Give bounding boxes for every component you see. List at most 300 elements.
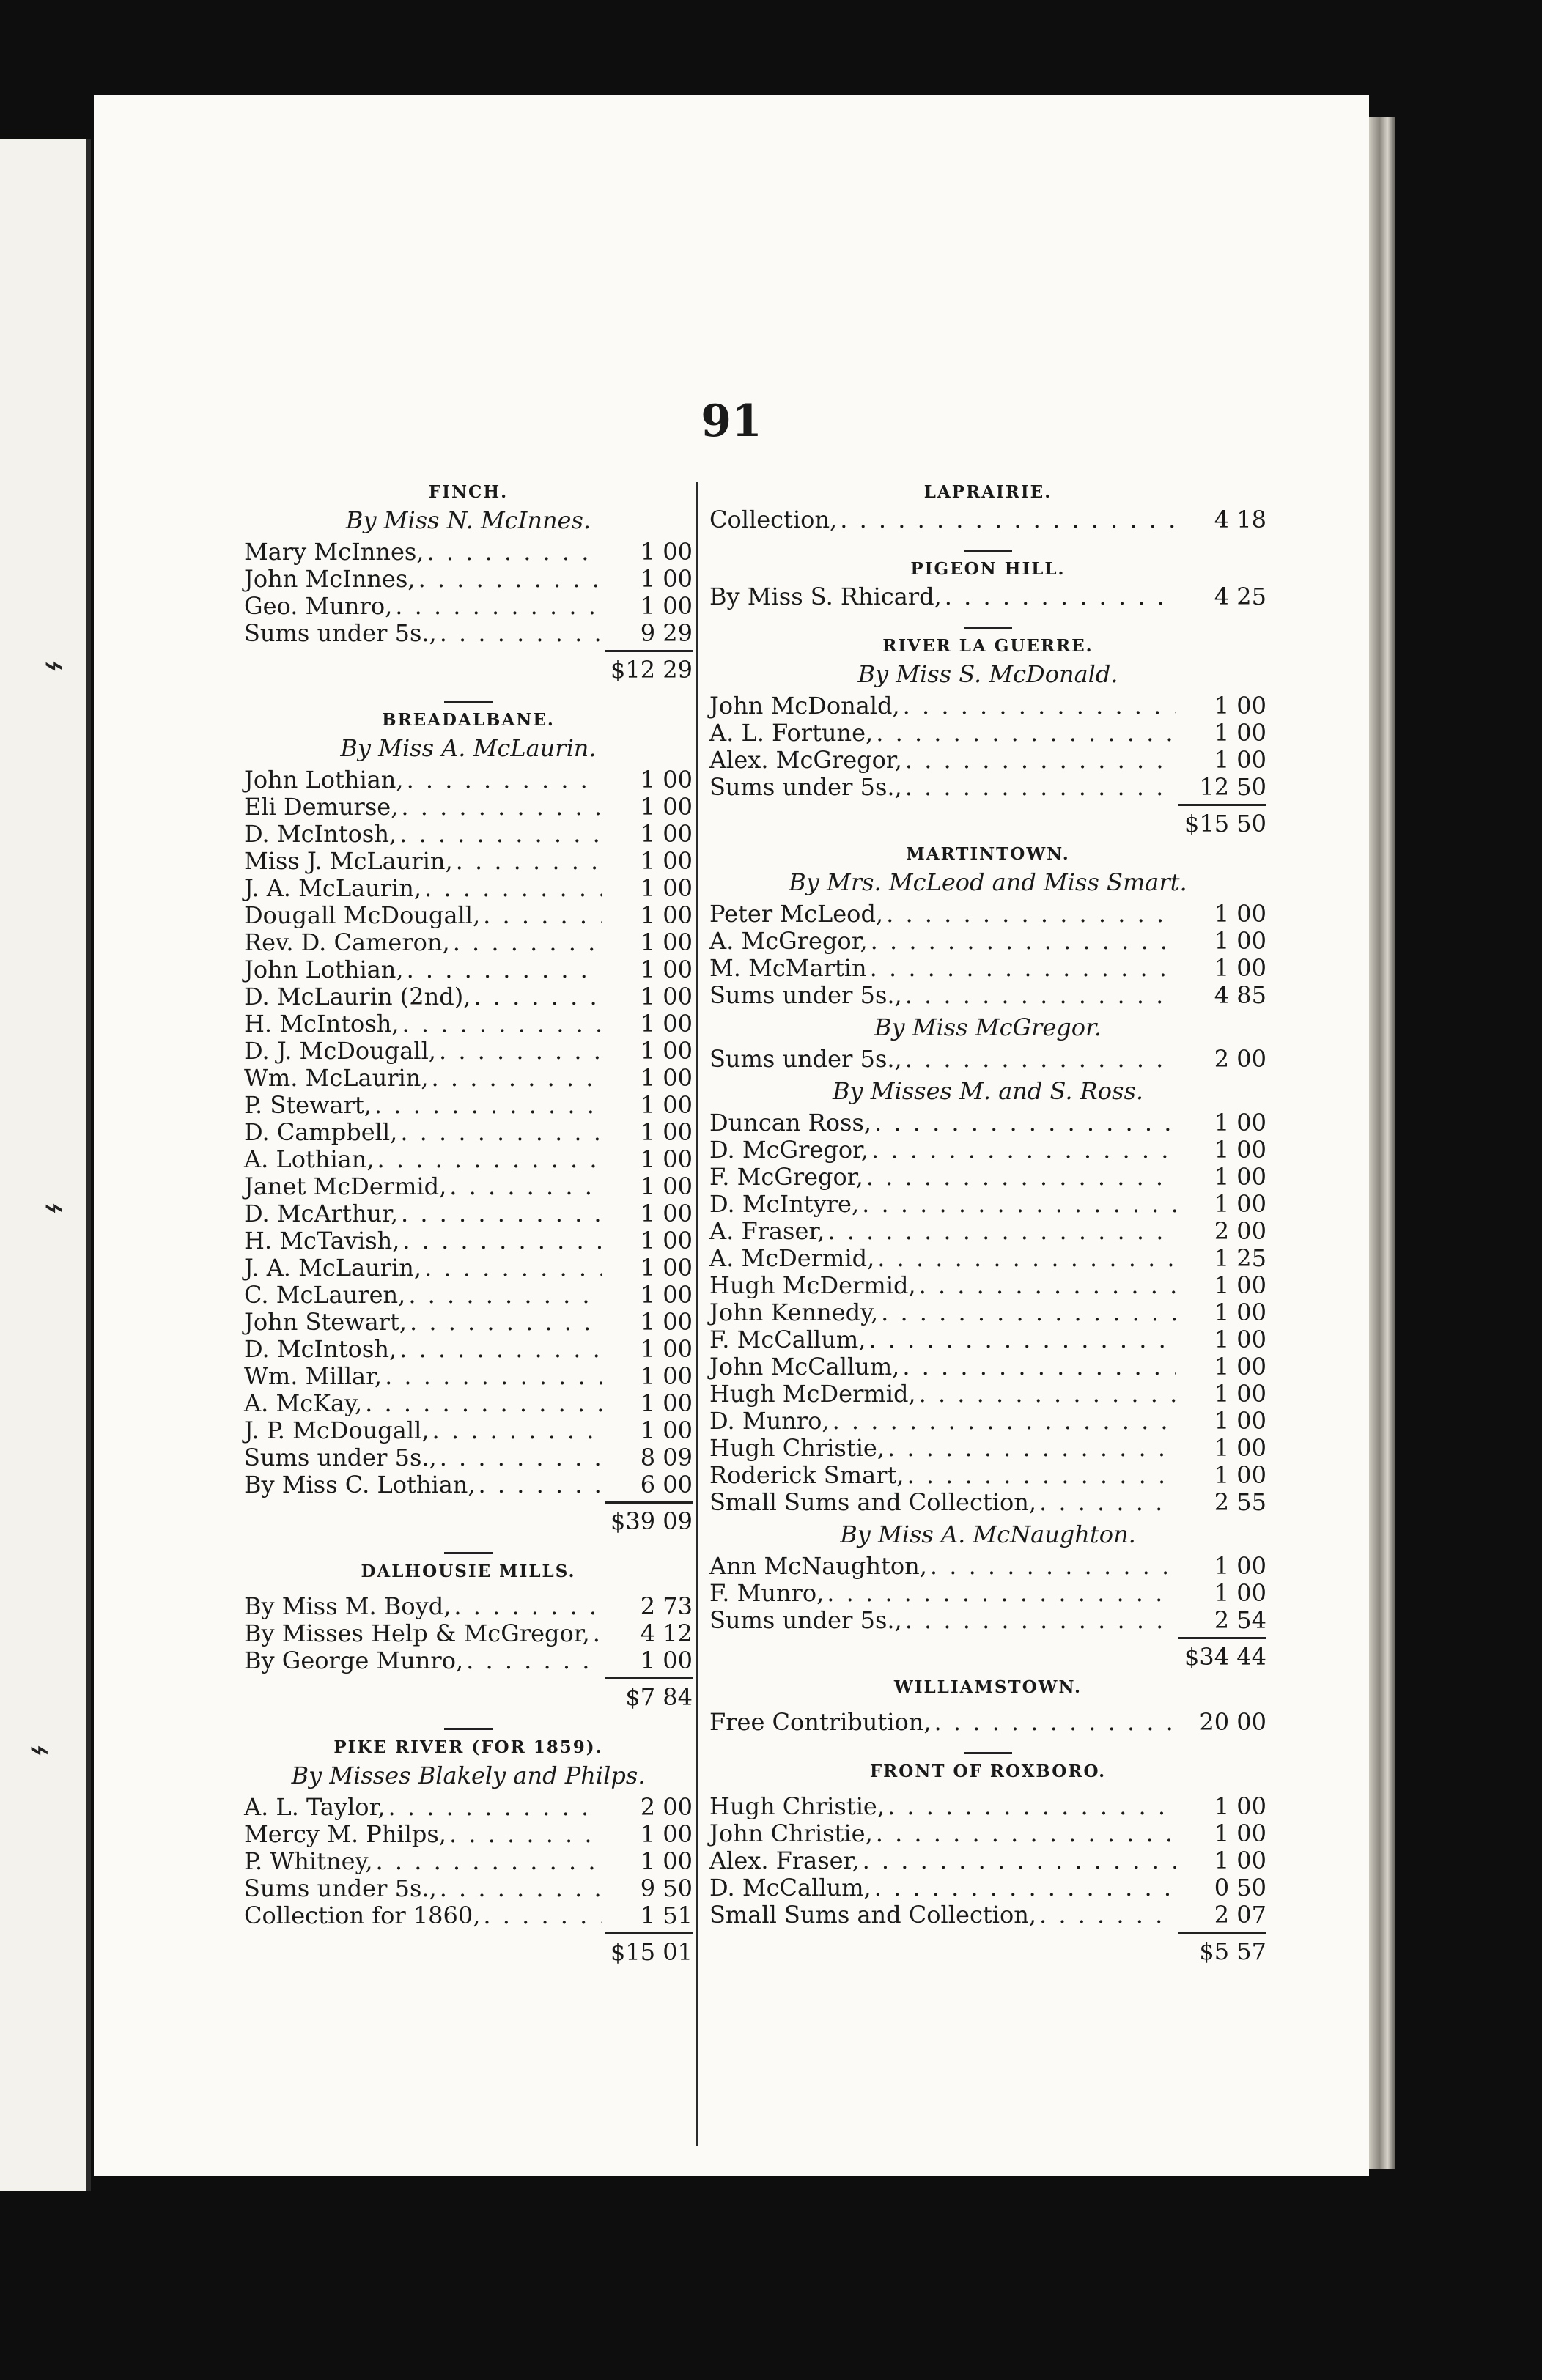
page-number: 91	[701, 396, 762, 447]
entry-name: Small Sums and Collection,	[709, 1488, 1037, 1516]
collector-line: By Misses Blakely and Philps.	[291, 1762, 646, 1789]
leader-dots	[410, 1309, 602, 1336]
entry-amount: 1 00	[640, 928, 693, 956]
leader-dots	[881, 1299, 1176, 1326]
entry-amount: 1 00	[1214, 1819, 1266, 1847]
collector-line: By Misses M. and S. Ross.	[832, 1077, 1144, 1105]
section-separator	[964, 1752, 1012, 1754]
entry-row	[709, 1408, 1266, 1435]
entry-name: Small Sums and Collection,	[709, 1901, 1037, 1929]
entry-row	[244, 566, 693, 593]
entry-row	[244, 1336, 693, 1363]
entry-row	[709, 720, 1266, 747]
entry-name: F. McGregor,	[709, 1163, 863, 1191]
total-rule	[605, 1501, 693, 1504]
entry-row	[709, 1353, 1266, 1381]
entry-list	[709, 1793, 1266, 1929]
entry-row	[709, 747, 1266, 774]
leader-dots	[440, 1444, 602, 1471]
leader-dots	[427, 539, 602, 566]
entry-amount: 1 00	[640, 592, 693, 620]
entry-amount: 1 00	[1214, 1190, 1266, 1218]
section-heading: FINCH.	[428, 482, 509, 502]
entry-row	[709, 1299, 1266, 1326]
binding-thread: ⌁	[29, 1729, 50, 1769]
entry-list	[709, 506, 1266, 533]
leader-dots	[440, 1875, 602, 1902]
section-heading: FRONT OF ROXBORO.	[869, 1762, 1107, 1781]
entry-name: John McCallum,	[709, 1353, 900, 1381]
entry-row	[244, 766, 693, 794]
entry-amount: 1 00	[1214, 927, 1266, 955]
entry-name: D. McIntosh,	[244, 1335, 397, 1363]
entry-name: D. McCallum,	[709, 1874, 871, 1902]
entry-name: P. Stewart,	[244, 1091, 372, 1119]
entry-name: H. McTavish,	[244, 1227, 400, 1254]
entry-amount: 1 00	[640, 983, 693, 1010]
entry-name: Collection for 1860,	[244, 1902, 481, 1929]
entry-row	[709, 982, 1266, 1009]
leader-dots	[905, 747, 1176, 774]
entry-row	[244, 1471, 693, 1498]
entry-amount: 1 00	[640, 1308, 693, 1336]
leader-dots	[827, 1580, 1176, 1607]
entry-amount: 2 00	[640, 1793, 693, 1821]
leader-dots	[479, 1471, 602, 1498]
total-rule	[605, 1932, 693, 1934]
leader-dots	[876, 720, 1176, 747]
entry-row	[244, 902, 693, 929]
entry-row	[709, 583, 1266, 610]
entry-name: Hugh Christie,	[709, 1792, 885, 1820]
entry-amount: 4 18	[1214, 506, 1266, 533]
entry-name: Sums under 5s.,	[244, 619, 437, 647]
entry-row	[244, 593, 693, 620]
section-breadalbane	[244, 710, 693, 1536]
entry-amount: 1 25	[1214, 1244, 1266, 1272]
entry-row	[244, 1038, 693, 1065]
entry-amount: 1 00	[640, 1091, 693, 1119]
entry-row	[709, 1902, 1266, 1929]
entry-amount: 1 00	[640, 1254, 693, 1282]
section-total: $5 57	[1199, 1937, 1266, 1965]
entry-row	[709, 1580, 1266, 1607]
entry-row	[244, 1593, 693, 1620]
entry-name: J. P. McDougall,	[244, 1416, 429, 1444]
leader-dots	[870, 955, 1176, 982]
entry-name: John Christie,	[709, 1819, 873, 1847]
facing-page-edge	[0, 139, 91, 2191]
entry-amount: 1 00	[1214, 1847, 1266, 1874]
total-rule	[1178, 804, 1266, 806]
entry-amount: 1 00	[640, 1037, 693, 1065]
leader-dots	[483, 1902, 602, 1929]
entry-row	[244, 1282, 693, 1309]
leader-dots	[874, 1874, 1176, 1902]
entry-amount: 1 00	[1214, 1792, 1266, 1820]
section-front-of-roxboro	[709, 1762, 1266, 1966]
entry-row	[709, 1245, 1266, 1272]
entry-amount: 1 00	[640, 1416, 693, 1444]
entry-amount: 2 00	[1214, 1045, 1266, 1073]
entry-row	[244, 1065, 693, 1092]
entry-amount: 1 00	[640, 901, 693, 929]
entry-list	[709, 1046, 1266, 1073]
left-column	[244, 476, 693, 1971]
entry-amount: 9 50	[640, 1874, 693, 1902]
entry-row	[244, 983, 693, 1010]
collector-line: By Miss A. McLaurin.	[340, 734, 597, 762]
leader-dots	[888, 1793, 1176, 1820]
entry-amount: 1 00	[1214, 1461, 1266, 1489]
leader-dots	[407, 766, 602, 794]
entry-amount: 1 51	[640, 1902, 693, 1929]
leader-dots	[827, 1218, 1176, 1245]
entry-row	[709, 1553, 1266, 1580]
entry-row	[709, 1820, 1266, 1847]
entry-list	[709, 901, 1266, 1009]
entry-amount: 1 00	[640, 1172, 693, 1200]
entry-list	[709, 1709, 1266, 1736]
entry-name: M. McMartin	[709, 954, 867, 982]
column-divider	[696, 482, 698, 2146]
leader-dots	[888, 1435, 1176, 1462]
entry-name: P. Whitney,	[244, 1847, 373, 1875]
entry-amount: 1 00	[1214, 1271, 1266, 1299]
leader-dots	[905, 1046, 1176, 1073]
entry-row	[709, 1046, 1266, 1073]
entry-list	[709, 1553, 1266, 1634]
section-separator	[444, 1728, 493, 1730]
entry-row	[244, 1390, 693, 1417]
leader-dots	[440, 620, 602, 647]
leader-dots	[456, 848, 602, 875]
leader-dots	[388, 1794, 602, 1821]
entry-row	[244, 821, 693, 848]
entry-row	[709, 1326, 1266, 1353]
entry-row	[709, 1462, 1266, 1489]
leader-dots	[902, 1353, 1176, 1381]
entry-name: Alex. McGregor,	[709, 746, 902, 774]
entry-name: Sums under 5s.,	[709, 1606, 902, 1634]
entry-name: J. A. McLaurin,	[244, 1254, 422, 1282]
leader-dots	[876, 1820, 1176, 1847]
leader-dots	[407, 956, 602, 983]
section-total: $39 09	[610, 1507, 693, 1535]
entry-name: D. McIntosh,	[244, 820, 397, 848]
total-rule	[1178, 1637, 1266, 1639]
right-column	[709, 476, 1266, 1970]
entry-amount: 1 00	[1214, 1163, 1266, 1191]
entry-row	[244, 1200, 693, 1227]
leader-dots	[424, 875, 602, 902]
binding-thread: ⌁	[44, 645, 64, 684]
entry-name: Collection,	[709, 506, 838, 533]
entry-amount: 1 00	[640, 1389, 693, 1417]
entry-row	[244, 1444, 693, 1471]
entry-row	[244, 929, 693, 956]
leader-dots	[934, 1709, 1176, 1736]
entry-amount: 1 00	[640, 1227, 693, 1254]
leader-dots	[871, 1137, 1176, 1164]
leader-dots	[1039, 1902, 1176, 1929]
entry-row	[244, 1794, 693, 1821]
entry-amount: 1 00	[640, 538, 693, 566]
leader-dots	[449, 1821, 602, 1848]
leader-dots	[439, 1038, 602, 1065]
entry-amount: 1 00	[1214, 719, 1266, 747]
leader-dots	[907, 1462, 1176, 1489]
entry-name: Geo. Munro,	[244, 592, 393, 620]
entry-amount: 1 00	[1214, 1326, 1266, 1353]
total-rule	[605, 650, 693, 652]
entry-row	[709, 1793, 1266, 1820]
entry-row	[244, 848, 693, 875]
entry-name: Free Contribution,	[709, 1708, 932, 1736]
entry-amount: 12 50	[1199, 773, 1266, 801]
entry-amount: 4 85	[1214, 981, 1266, 1009]
entry-row	[709, 1847, 1266, 1874]
section-williamstown	[709, 1677, 1266, 1736]
entry-amount: 1 00	[1214, 746, 1266, 774]
entry-row	[244, 1173, 693, 1200]
entry-name: Hugh McDermid,	[709, 1380, 916, 1408]
entry-amount: 4 12	[640, 1619, 693, 1647]
entry-list	[244, 766, 693, 1498]
entry-row	[244, 1417, 693, 1444]
entry-name: D. J. McDougall,	[244, 1037, 436, 1065]
section-river-la-guerre	[709, 636, 1266, 838]
entry-name: D. McArthur,	[244, 1200, 398, 1227]
entry-row	[709, 1137, 1266, 1164]
leader-dots	[454, 1593, 602, 1620]
entry-row	[244, 956, 693, 983]
entry-name: A. L. Taylor,	[244, 1793, 386, 1821]
entry-name: H. McIntosh,	[244, 1010, 399, 1038]
entry-row	[709, 901, 1266, 928]
leader-dots	[400, 1119, 602, 1146]
entry-list	[709, 583, 1266, 610]
collector-line: By Miss McGregor.	[874, 1013, 1102, 1041]
leader-dots	[375, 1092, 602, 1119]
entry-row	[709, 1381, 1266, 1408]
total-rule	[605, 1677, 693, 1679]
leader-dots	[402, 1010, 602, 1038]
entry-list	[244, 1794, 693, 1929]
entry-amount: 4 25	[1214, 583, 1266, 610]
leader-dots	[593, 1620, 602, 1647]
entry-row	[709, 928, 1266, 955]
entry-name: Hugh Christie,	[709, 1434, 885, 1462]
section-dalhousie-mills	[244, 1562, 693, 1712]
entry-amount: 0 50	[1214, 1874, 1266, 1902]
section-total: $15 01	[610, 1938, 693, 1966]
entry-amount: 1 00	[1214, 1298, 1266, 1326]
entry-amount: 1 00	[640, 847, 693, 875]
entry-name: Ann McNaughton,	[709, 1552, 927, 1580]
section-separator	[444, 1552, 493, 1554]
entry-name: John McDonald,	[709, 692, 900, 720]
entry-amount: 1 00	[640, 565, 693, 593]
entry-name: D. Campbell,	[244, 1118, 398, 1146]
section-laprairie	[709, 482, 1266, 533]
leader-dots	[418, 566, 602, 593]
entry-amount: 8 09	[640, 1444, 693, 1471]
entry-row	[709, 1164, 1266, 1191]
entry-row	[709, 1272, 1266, 1299]
entry-name: Mary McInnes,	[244, 538, 424, 566]
entry-row	[709, 1218, 1266, 1245]
leader-dots	[833, 1408, 1176, 1435]
entry-amount: 1 00	[640, 1145, 693, 1173]
leader-dots	[365, 1390, 602, 1417]
entry-name: A. Lothian,	[244, 1145, 375, 1173]
entry-amount: 1 00	[1214, 1434, 1266, 1462]
section-pike-river	[244, 1737, 693, 1967]
entry-name: By Miss S. Rhicard,	[709, 583, 942, 610]
leader-dots	[402, 1227, 602, 1254]
leader-dots	[866, 1164, 1176, 1191]
leader-dots	[862, 1191, 1176, 1218]
leader-dots	[466, 1647, 602, 1674]
leader-dots	[453, 929, 602, 956]
leader-dots	[863, 1847, 1176, 1874]
entry-amount: 1 00	[640, 1200, 693, 1227]
entry-row	[709, 1191, 1266, 1218]
leader-dots	[905, 1607, 1176, 1634]
leader-dots	[399, 1336, 602, 1363]
entry-row	[244, 1010, 693, 1038]
section-heading: WILLIAMSTOWN.	[893, 1677, 1082, 1697]
entry-row	[709, 955, 1266, 982]
entry-name: A. McDermid,	[709, 1244, 875, 1272]
entry-amount: 1 00	[1214, 1552, 1266, 1580]
entry-amount: 1 00	[1214, 1136, 1266, 1164]
entry-name: A. McGregor,	[709, 927, 868, 955]
entry-name: Roderick Smart,	[709, 1461, 904, 1489]
entry-amount: 1 00	[1214, 900, 1266, 928]
entry-amount: 1 00	[640, 1064, 693, 1092]
entry-name: John McInnes,	[244, 565, 416, 593]
leader-dots	[945, 583, 1176, 610]
entry-name: Hugh McDermid,	[709, 1271, 916, 1299]
entry-name: Sums under 5s.,	[709, 981, 902, 1009]
entry-amount: 1 00	[640, 766, 693, 794]
section-heading: BREADALBANE.	[382, 710, 555, 730]
entry-name: Wm. McLaurin,	[244, 1064, 429, 1092]
entry-name: By George Munro,	[244, 1647, 464, 1674]
collector-line: By Miss N. McInnes.	[345, 506, 591, 534]
entry-name: Mercy M. Philps,	[244, 1820, 446, 1848]
entry-row	[244, 1647, 693, 1674]
leader-dots	[840, 506, 1176, 533]
leader-dots	[919, 1272, 1176, 1299]
section-martintown	[709, 844, 1266, 1671]
entry-name: D. Munro,	[709, 1407, 830, 1435]
entry-amount: 2 07	[1214, 1901, 1266, 1929]
entry-row	[709, 1607, 1266, 1634]
leader-dots	[930, 1553, 1176, 1580]
collector-line: By Miss S. McDonald.	[857, 660, 1118, 688]
entry-name: Dougall McDougall,	[244, 901, 481, 929]
section-total: $7 84	[625, 1683, 693, 1711]
entry-amount: 1 00	[1214, 1407, 1266, 1435]
entry-row	[244, 794, 693, 821]
entry-row	[244, 1146, 693, 1173]
binding-thread: ⌁	[44, 1187, 64, 1227]
entry-name: Rev. D. Cameron,	[244, 928, 450, 956]
entry-name: Sums under 5s.,	[709, 1045, 902, 1073]
section-total: $12 29	[610, 656, 693, 684]
entry-amount: 2 55	[1214, 1488, 1266, 1516]
leader-dots	[877, 1245, 1176, 1272]
section-pigeon-hill	[709, 559, 1266, 610]
entry-row	[709, 774, 1266, 801]
entry-row	[244, 539, 693, 566]
entry-row	[709, 506, 1266, 533]
entry-row	[244, 875, 693, 902]
entry-list	[709, 1109, 1266, 1516]
entry-row	[709, 692, 1266, 720]
entry-name: A. Fraser,	[709, 1217, 825, 1245]
leader-dots	[408, 1282, 602, 1309]
entry-amount: 1 00	[1214, 1353, 1266, 1381]
entry-name: D. McIntyre,	[709, 1190, 860, 1218]
leader-dots	[919, 1381, 1176, 1408]
page-edge	[1369, 117, 1395, 2169]
entry-row	[244, 1848, 693, 1875]
entry-name: By Misses Help & McGregor,	[244, 1619, 590, 1647]
entry-name: John Lothian,	[244, 766, 404, 794]
entry-row	[709, 1709, 1266, 1736]
leader-dots	[376, 1848, 602, 1875]
entry-name: Sums under 5s.,	[709, 773, 902, 801]
collector-line: By Miss A. McNaughton.	[840, 1520, 1136, 1548]
entry-name: Duncan Ross,	[709, 1109, 872, 1137]
entry-amount: 1 00	[640, 1847, 693, 1875]
entry-amount: 1 00	[640, 1281, 693, 1309]
section-total: $15 50	[1184, 810, 1266, 838]
entry-name: A. McKay,	[244, 1389, 363, 1417]
entry-name: Alex. Fraser,	[709, 1847, 860, 1874]
entry-name: Eli Demurse,	[244, 793, 399, 821]
leader-dots	[871, 928, 1176, 955]
leader-dots	[432, 1065, 602, 1092]
entry-amount: 1 00	[640, 793, 693, 821]
entry-row	[709, 1874, 1266, 1902]
entry-row	[244, 1254, 693, 1282]
entry-row	[244, 1821, 693, 1848]
leader-dots	[424, 1254, 602, 1282]
entry-amount: 1 00	[640, 1010, 693, 1038]
entry-amount: 1 00	[1214, 1380, 1266, 1408]
leader-dots	[874, 1109, 1176, 1137]
entry-row	[244, 1092, 693, 1119]
leader-dots	[483, 902, 602, 929]
entry-row	[709, 1435, 1266, 1462]
entry-row	[244, 1620, 693, 1647]
entry-amount: 1 00	[640, 1647, 693, 1674]
leader-dots	[432, 1417, 602, 1444]
entry-name: C. McLauren,	[244, 1281, 406, 1309]
entry-row	[244, 1119, 693, 1146]
entry-row	[244, 1363, 693, 1390]
leader-dots	[399, 821, 602, 848]
entry-name: John Kennedy,	[709, 1298, 879, 1326]
section-finch	[244, 482, 693, 684]
entry-amount: 20 00	[1199, 1708, 1266, 1736]
entry-name: F. Munro,	[709, 1579, 825, 1607]
